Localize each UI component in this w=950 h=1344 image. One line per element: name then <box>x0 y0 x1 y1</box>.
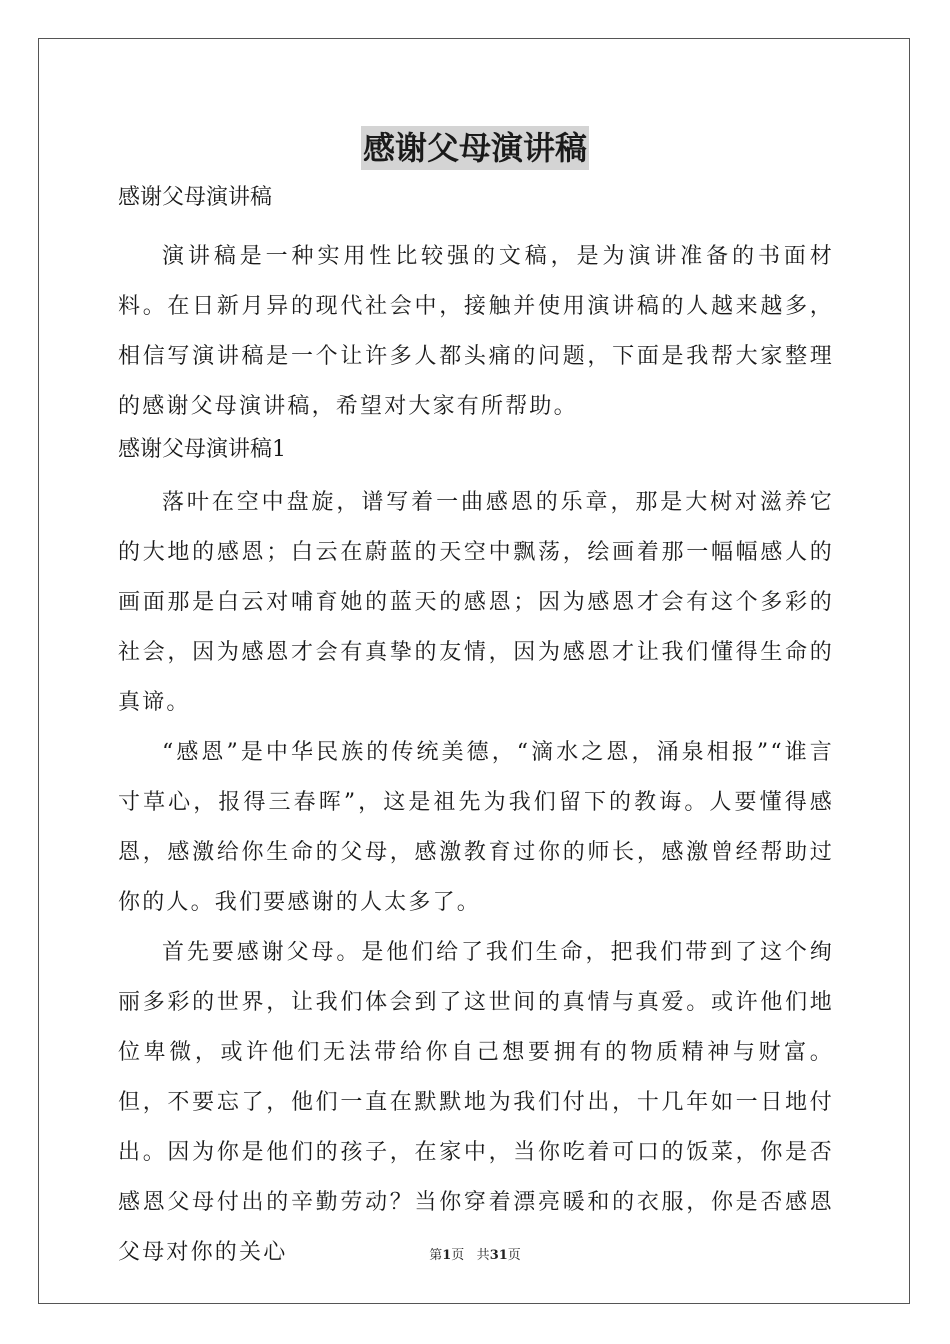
intro-paragraph: 演讲稿是一种实用性比较强的文稿，是为演讲准备的书面材料。在日新月异的现代社会中，接触并使用演讲稿的人越来越多，相信写演讲稿是一个让许多人都头痛的问题，下面是我帮大家整理的感谢父母演讲稿，希望对大家有所帮助。 <box>118 244 834 419</box>
page-prefix: 第 <box>429 1248 443 1263</box>
body-paragraph: 落叶在空中盘旋，谱写着一曲感恩的乐章，那是大树对滋养它的大地的感恩；白云在蔚蓝的天空中飘荡，绘画着那一幅幅感人的画面那是白云对哺育她的蓝天的感恩；因为感恩才会有这个多彩的社会，因为感恩才会有真挚的友情，因为感恩才让我们懂得生命的真谛。 <box>118 490 834 715</box>
total-pages: 31 <box>489 1248 508 1263</box>
total-prefix: 共 <box>476 1248 490 1263</box>
document-subtitle: 感谢父母演讲稿 <box>118 185 273 210</box>
body-text <box>118 478 834 1278</box>
section-heading: 感谢父母演讲稿1 <box>118 437 286 462</box>
total-suffix: 页 <box>507 1248 521 1263</box>
body-paragraph: “感恩”是中华民族的传统美德，“滴水之恩，涌泉相报”“谁言寸草心，报得三春晖”，这是祖先为我们留下的教诲。人要懂得感恩，感激给你生命的父母，感激教育过你的师长，感激曾经帮助过你的人。我们要感谢的人太多了。 <box>118 740 834 915</box>
title-container <box>0 126 950 170</box>
page-suffix: 页 <box>451 1248 465 1263</box>
document-title: 感谢父母演讲稿 <box>361 126 589 170</box>
page-footer <box>0 1246 950 1266</box>
body-paragraph: 首先要感谢父母。是他们给了我们生命，把我们带到了这个绚丽多彩的世界，让我们体会到了这世间的真情与真爱。或许他们地位卑微，或许他们无法带给你自己想要拥有的物质精神与财富。但，不要忘了，他们一直在默默地为我们付出，十几年如一日地付出。因为你是他们的孩子，在家中，当你吃着可口的饭菜，你是否感恩父母付出的辛勤劳动？当你穿着漂亮暖和的衣服，你是否感恩父母对你的关心 <box>118 940 834 1265</box>
page-number: 1 <box>442 1248 452 1263</box>
